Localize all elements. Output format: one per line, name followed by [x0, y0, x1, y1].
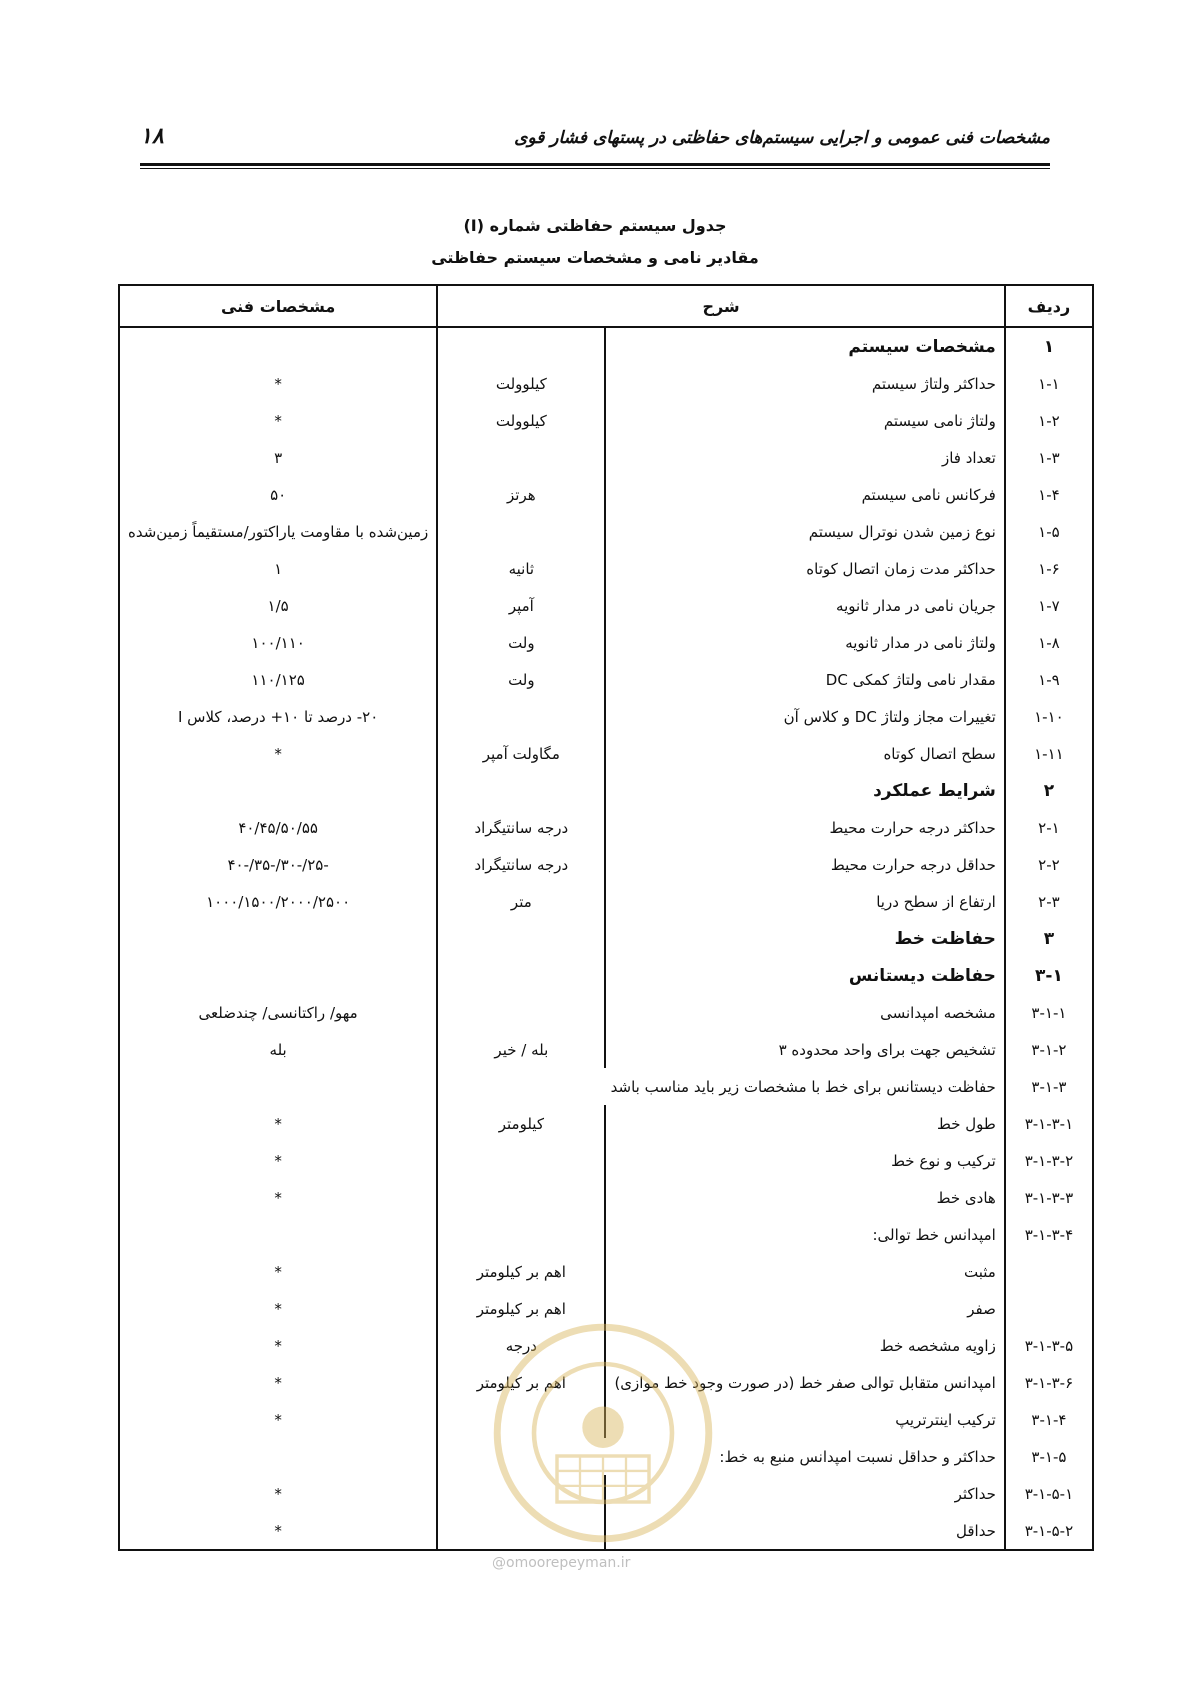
- row-number-cell: ۲-۱: [1005, 809, 1093, 846]
- description-cell: ولتاژ نامی سیستم: [605, 402, 1004, 439]
- spec-cell: بله: [119, 1031, 437, 1068]
- description-cell: امپدانس خط توالی:: [605, 1216, 1004, 1253]
- unit-cell: درجه: [437, 1327, 605, 1364]
- column-header-spec: مشخصات فنی: [119, 285, 437, 327]
- description-cell: تشخیص جهت برای واحد محدوده ۳: [605, 1031, 1004, 1068]
- unit-cell: [437, 513, 605, 550]
- row-number-cell: ۳-۱: [1005, 957, 1093, 994]
- description-cell: حداکثر مدت زمان اتصال کوتاه: [605, 550, 1004, 587]
- row-number-cell: ۱-۹: [1005, 661, 1093, 698]
- table-row: [119, 587, 1093, 624]
- description-cell: ولتاژ نامی در مدار ثانویه: [605, 624, 1004, 661]
- unit-cell: مگاولت آمپر: [437, 735, 605, 772]
- spec-cell: *: [119, 1105, 437, 1142]
- row-number-cell: ۲-۲: [1005, 846, 1093, 883]
- row-number-cell: ۱-۳: [1005, 439, 1093, 476]
- spec-table: [118, 284, 1094, 1551]
- table-row: [119, 1031, 1093, 1068]
- row-number-cell: ۲: [1005, 772, 1093, 809]
- spec-cell: ۱۰۰/۱۱۰: [119, 624, 437, 661]
- description-cell: امپدانس متقابل توالی صفر خط (در صورت وجود خط موازی): [605, 1364, 1004, 1401]
- row-number-cell: ۱-۵: [1005, 513, 1093, 550]
- row-number-cell: ۱-۱: [1005, 365, 1093, 402]
- row-number-cell: ۳-۱-۳-۳: [1005, 1179, 1093, 1216]
- row-number-cell: ۳-۱-۳-۲: [1005, 1142, 1093, 1179]
- description-cell: حفاظت دیستانس: [605, 957, 1004, 994]
- description-cell: هادی خط: [605, 1179, 1004, 1216]
- table-row: [119, 772, 1093, 809]
- unit-cell: [437, 1475, 605, 1512]
- row-number-cell: ۱-۲: [1005, 402, 1093, 439]
- spec-cell: [119, 1216, 437, 1253]
- table-row: [119, 513, 1093, 550]
- row-number-cell: ۳-۱-۳-۵: [1005, 1327, 1093, 1364]
- table-row: [119, 661, 1093, 698]
- spec-cell: *: [119, 1290, 437, 1327]
- spec-cell: *: [119, 1364, 437, 1401]
- spec-cell: *: [119, 1327, 437, 1364]
- description-cell: نوع زمین شدن نوترال سیستم: [605, 513, 1004, 550]
- description-cell: جریان نامی در مدار ثانویه: [605, 587, 1004, 624]
- row-number-cell: ۱-۴: [1005, 476, 1093, 513]
- table-row: [119, 1327, 1093, 1364]
- description-cell: حفاظت دیستانس برای خط با مشخصات زیر باید مناسب باشد: [437, 1068, 1005, 1105]
- unit-cell: اهم بر کیلومتر: [437, 1364, 605, 1401]
- unit-cell: کیلوولت: [437, 365, 605, 402]
- spec-cell: -۲۵/-۳۰/-۳۵/-۴۰: [119, 846, 437, 883]
- spec-cell: *: [119, 1142, 437, 1179]
- unit-cell: کیلوولت: [437, 402, 605, 439]
- row-number-cell: ۱-۱۰: [1005, 698, 1093, 735]
- spec-cell: *: [119, 1512, 437, 1550]
- table-row: [119, 402, 1093, 439]
- row-number-cell: ۳-۱-۳-۶: [1005, 1364, 1093, 1401]
- spec-cell: *: [119, 365, 437, 402]
- spec-cell: *: [119, 1253, 437, 1290]
- unit-cell: [437, 994, 605, 1031]
- description-cell: سطح اتصال کوتاه: [605, 735, 1004, 772]
- unit-cell: بله / خیر: [437, 1031, 605, 1068]
- row-number-cell: ۳-۱-۱: [1005, 994, 1093, 1031]
- unit-cell: ولت: [437, 661, 605, 698]
- row-number-cell: ۳-۱-۳: [1005, 1068, 1093, 1105]
- spec-cell: [119, 957, 437, 994]
- table-row: [119, 1401, 1093, 1438]
- table-row: [119, 1142, 1093, 1179]
- unit-cell: کیلومتر: [437, 1105, 605, 1142]
- table-row: [119, 365, 1093, 402]
- header-rule-thin: [140, 168, 1050, 169]
- row-number-cell: ۳-۱-۲: [1005, 1031, 1093, 1068]
- table-row: [119, 550, 1093, 587]
- description-cell: حداکثر درجه حرارت محیط: [605, 809, 1004, 846]
- spec-cell: [119, 772, 437, 809]
- unit-cell: درجه سانتیگراد: [437, 809, 605, 846]
- spec-cell: ۳: [119, 439, 437, 476]
- unit-cell: هرتز: [437, 476, 605, 513]
- row-number-cell: ۳: [1005, 920, 1093, 957]
- table-header-row: [119, 285, 1093, 327]
- spec-cell: زمین‌شده با مقاومت یاراکتور/مستقیماً زمین‌شده: [119, 513, 437, 550]
- table-row: [119, 1105, 1093, 1142]
- description-cell: حفاظت خط: [605, 920, 1004, 957]
- unit-cell: [437, 1179, 605, 1216]
- description-cell: زاویه مشخصه خط: [605, 1327, 1004, 1364]
- row-number-cell: ۲-۳: [1005, 883, 1093, 920]
- row-number-cell: ۱: [1005, 327, 1093, 365]
- spec-cell: [119, 327, 437, 365]
- spec-cell: [119, 1068, 437, 1105]
- table-row: [119, 883, 1093, 920]
- page-number: ۱۸: [140, 124, 164, 149]
- spec-cell: ۴۰/۴۵/۵۰/۵۵: [119, 809, 437, 846]
- spec-cell: *: [119, 402, 437, 439]
- spec-cell: ۲۰- درصد تا ۱۰+ درصد، کلاس I: [119, 698, 437, 735]
- table-row: [119, 809, 1093, 846]
- row-number-cell: ۳-۱-۵-۱: [1005, 1475, 1093, 1512]
- row-number-cell: [1005, 1253, 1093, 1290]
- column-header-row: ردیف: [1005, 285, 1093, 327]
- table-row: [119, 1068, 1093, 1105]
- row-number-cell: [1005, 1290, 1093, 1327]
- unit-cell: [437, 327, 605, 365]
- description-cell: ارتفاع از سطح دریا: [605, 883, 1004, 920]
- description-cell: مشخصه امپدانسی: [605, 994, 1004, 1031]
- unit-cell: [437, 1401, 605, 1438]
- row-number-cell: ۳-۱-۴: [1005, 1401, 1093, 1438]
- description-cell: حداکثر ولتاژ سیستم: [605, 365, 1004, 402]
- description-cell: حداقل درجه حرارت محیط: [605, 846, 1004, 883]
- table-row: [119, 698, 1093, 735]
- spec-cell: ۱: [119, 550, 437, 587]
- description-cell: فرکانس نامی سیستم: [605, 476, 1004, 513]
- table-row: [119, 1216, 1093, 1253]
- table-row: [119, 1512, 1093, 1550]
- unit-cell: [437, 772, 605, 809]
- unit-cell: متر: [437, 883, 605, 920]
- unit-cell: [437, 920, 605, 957]
- unit-cell: درجه سانتیگراد: [437, 846, 605, 883]
- description-cell: تغییرات مجاز ولتاژ DC و کلاس آن: [605, 698, 1004, 735]
- table-title: جدول سیستم حفاظتی شماره (I): [463, 216, 727, 235]
- row-number-cell: ۱-۷: [1005, 587, 1093, 624]
- spec-cell: *: [119, 735, 437, 772]
- description-cell: مثبت: [605, 1253, 1004, 1290]
- row-number-cell: ۱-۱۱: [1005, 735, 1093, 772]
- header-title: مشخصات فنی عمومی و اجرایی سیستم‌های حفاظتی در پستهای فشار قوی: [514, 128, 1050, 148]
- spec-cell: ۱/۵: [119, 587, 437, 624]
- table-row: [119, 920, 1093, 957]
- unit-cell: [437, 1216, 605, 1253]
- table-row: [119, 735, 1093, 772]
- description-cell: مقدار نامی ولتاژ کمکی DC: [605, 661, 1004, 698]
- table-row: [119, 476, 1093, 513]
- description-cell: مشخصات سیستم: [605, 327, 1004, 365]
- row-number-cell: ۳-۱-۳-۱: [1005, 1105, 1093, 1142]
- spec-cell: مهو/ راکتانسی/ چندضلعی: [119, 994, 437, 1031]
- spec-cell: *: [119, 1401, 437, 1438]
- spec-cell: *: [119, 1475, 437, 1512]
- description-cell: حداکثر: [605, 1475, 1004, 1512]
- table-row: [119, 439, 1093, 476]
- unit-cell: [437, 1142, 605, 1179]
- unit-cell: [437, 1512, 605, 1550]
- unit-cell: [437, 439, 605, 476]
- description-cell: شرایط عملکرد: [605, 772, 1004, 809]
- row-number-cell: ۳-۱-۵-۲: [1005, 1512, 1093, 1550]
- row-number-cell: ۱-۶: [1005, 550, 1093, 587]
- table-row: [119, 1179, 1093, 1216]
- description-cell: طول خط: [605, 1105, 1004, 1142]
- row-number-cell: ۳-۱-۳-۴: [1005, 1216, 1093, 1253]
- description-cell: ترکیب و نوع خط: [605, 1142, 1004, 1179]
- row-number-cell: ۱-۸: [1005, 624, 1093, 661]
- page-header: [140, 124, 1050, 162]
- row-number-cell: ۳-۱-۵: [1005, 1438, 1093, 1475]
- column-header-description: شرح: [437, 285, 1005, 327]
- spec-cell: *: [119, 1179, 437, 1216]
- description-cell: ترکیب اینترتریپ: [605, 1401, 1004, 1438]
- table-body: [119, 327, 1093, 1550]
- unit-cell: اهم بر کیلومتر: [437, 1290, 605, 1327]
- unit-cell: ولت: [437, 624, 605, 661]
- table-row: [119, 327, 1093, 365]
- unit-cell: [437, 698, 605, 735]
- table-row: [119, 846, 1093, 883]
- spec-cell: ۱۱۰/۱۲۵: [119, 661, 437, 698]
- spec-cell: [119, 920, 437, 957]
- table-row: [119, 1475, 1093, 1512]
- table-row: [119, 957, 1093, 994]
- table-row: [119, 1290, 1093, 1327]
- description-cell: حداکثر و حداقل نسبت امپدانس منبع به خط:: [437, 1438, 1005, 1475]
- spec-cell: ۵۰: [119, 476, 437, 513]
- unit-cell: آمپر: [437, 587, 605, 624]
- unit-cell: [437, 957, 605, 994]
- table-row: [119, 1438, 1093, 1475]
- unit-cell: اهم بر کیلومتر: [437, 1253, 605, 1290]
- description-cell: تعداد فاز: [605, 439, 1004, 476]
- table-row: [119, 1253, 1093, 1290]
- spec-cell: ۱۰۰۰/۱۵۰۰/۲۰۰۰/۲۵۰۰: [119, 883, 437, 920]
- table-row: [119, 994, 1093, 1031]
- table-subtitle: مقادیر نامی و مشخصات سیستم حفاظتی: [431, 248, 759, 267]
- header-rule: [140, 163, 1050, 166]
- description-cell: صفر: [605, 1290, 1004, 1327]
- description-cell: حداقل: [605, 1512, 1004, 1550]
- spec-cell: [119, 1438, 437, 1475]
- table-row: [119, 624, 1093, 661]
- table-row: [119, 1364, 1093, 1401]
- watermark-text: @omoorepeyman.ir: [492, 1555, 631, 1571]
- unit-cell: ثانیه: [437, 550, 605, 587]
